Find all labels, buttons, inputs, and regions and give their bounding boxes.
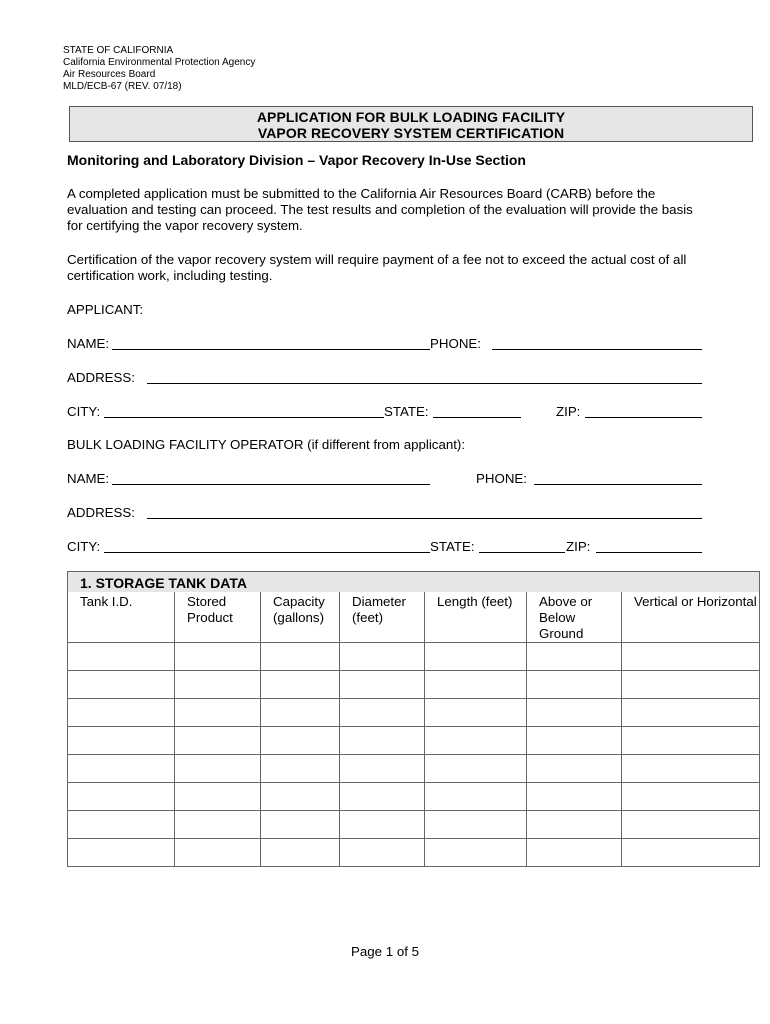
table-row	[68, 811, 760, 839]
table-cell-input[interactable]	[261, 811, 340, 839]
table-cell-input[interactable]	[175, 755, 261, 783]
column-header-diameter: Diameter (feet)	[340, 592, 425, 643]
intro-paragraph: A completed application must be submitted to the California Air Resources Board (CARB) before the evaluation and testing can proceed. The test results and completion of the evaluation will provide the basis for certifying the vapor recovery system.	[67, 186, 693, 233]
table-cell-input[interactable]	[527, 755, 622, 783]
operator-state-label: STATE:	[430, 539, 475, 554]
storage-tank-table	[67, 571, 760, 867]
table-cell-input[interactable]	[527, 727, 622, 755]
applicant-phone-field[interactable]	[492, 349, 702, 350]
table-cell-input[interactable]	[68, 699, 175, 727]
table-cell-input[interactable]	[622, 671, 760, 699]
table-cell-input[interactable]	[527, 811, 622, 839]
column-header-orientation: Vertical or Horizontal	[622, 592, 760, 643]
table-cell-input[interactable]	[622, 699, 760, 727]
table-cell-input[interactable]	[622, 783, 760, 811]
title-box	[69, 106, 753, 142]
table-cell-input[interactable]	[527, 671, 622, 699]
operator-heading: BULK LOADING FACILITY OPERATOR (if different from applicant):	[67, 437, 466, 452]
table-cell-input[interactable]	[261, 839, 340, 867]
table-row	[68, 783, 760, 811]
table-row	[68, 755, 760, 783]
operator-name-label: NAME:	[67, 471, 110, 486]
table-cell-input[interactable]	[527, 783, 622, 811]
fee-paragraph: Certification of the vapor recovery system will require payment of a fee not to exceed the actual cost of all certification work, including testing.	[67, 252, 687, 283]
table-cell-input[interactable]	[68, 671, 175, 699]
applicant-name-field[interactable]	[112, 349, 430, 350]
applicant-address-label: ADDRESS:	[67, 370, 135, 385]
applicant-city-label: CITY:	[67, 404, 101, 419]
column-header-stored-product: Stored Product	[175, 592, 261, 643]
table-cell-input[interactable]	[340, 839, 425, 867]
table-cell-input[interactable]	[622, 839, 760, 867]
applicant-zip-field[interactable]	[585, 417, 702, 418]
table-cell-input[interactable]	[68, 727, 175, 755]
table-cell-input[interactable]	[68, 839, 175, 867]
applicant-heading: APPLICANT:	[67, 302, 144, 317]
operator-zip-label: ZIP:	[566, 539, 591, 554]
operator-name-field[interactable]	[112, 484, 430, 485]
table-cell-input[interactable]	[622, 755, 760, 783]
table-cell-input[interactable]	[340, 699, 425, 727]
table-cell-input[interactable]	[527, 839, 622, 867]
column-header-tank-id: Tank I.D.	[68, 592, 175, 643]
table-row	[68, 643, 760, 671]
division-subheading: Monitoring and Laboratory Division – Vapor Recovery In-Use Section	[67, 152, 526, 168]
table-cell-input[interactable]	[340, 643, 425, 671]
table-cell-input[interactable]	[175, 839, 261, 867]
table-cell-input[interactable]	[340, 811, 425, 839]
agency-epa: California Environmental Protection Agency	[63, 57, 256, 68]
applicant-state-label: STATE:	[384, 404, 429, 419]
table-cell-input[interactable]	[68, 755, 175, 783]
table-cell-input[interactable]	[425, 643, 527, 671]
table-cell-input[interactable]	[425, 839, 527, 867]
applicant-city-field[interactable]	[104, 417, 384, 418]
operator-phone-label: PHONE:	[476, 471, 527, 486]
table-cell-input[interactable]	[340, 671, 425, 699]
applicant-name-label: NAME:	[67, 336, 110, 351]
table-cell-input[interactable]	[261, 783, 340, 811]
table-cell-input[interactable]	[175, 811, 261, 839]
applicant-address-field[interactable]	[147, 383, 702, 384]
table-cell-input[interactable]	[261, 727, 340, 755]
operator-phone-field[interactable]	[534, 484, 702, 485]
table-cell-input[interactable]	[622, 811, 760, 839]
table-cell-input[interactable]	[425, 811, 527, 839]
agency-arb: Air Resources Board	[63, 69, 156, 80]
applicant-phone-label: PHONE:	[430, 336, 481, 351]
operator-address-label: ADDRESS:	[67, 505, 135, 520]
operator-city-field[interactable]	[104, 552, 430, 553]
form-number: MLD/ECB-67 (REV. 07/18)	[63, 81, 182, 92]
table-cell-input[interactable]	[68, 643, 175, 671]
operator-city-label: CITY:	[67, 539, 101, 554]
table-cell-input[interactable]	[425, 727, 527, 755]
column-header-capacity: Capacity (gallons)	[261, 592, 340, 643]
column-header-length: Length (feet)	[425, 592, 527, 643]
table-cell-input[interactable]	[340, 755, 425, 783]
table-cell-input[interactable]	[175, 727, 261, 755]
table-cell-input[interactable]	[175, 783, 261, 811]
table-cell-input[interactable]	[261, 643, 340, 671]
agency-state: STATE OF CALIFORNIA	[63, 45, 174, 56]
applicant-state-field[interactable]	[433, 417, 521, 418]
table-cell-input[interactable]	[175, 643, 261, 671]
table-cell-input[interactable]	[175, 671, 261, 699]
table-cell-input[interactable]	[622, 727, 760, 755]
operator-zip-field[interactable]	[596, 552, 702, 553]
table-cell-input[interactable]	[527, 699, 622, 727]
table-cell-input[interactable]	[340, 783, 425, 811]
table-row	[68, 671, 760, 699]
table-cell-input[interactable]	[261, 671, 340, 699]
table-cell-input[interactable]	[175, 699, 261, 727]
applicant-zip-label: ZIP:	[556, 404, 581, 419]
page-number: Page 1 of 5	[350, 944, 420, 959]
operator-address-field[interactable]	[147, 518, 702, 519]
table-cell-input[interactable]	[622, 643, 760, 671]
operator-state-field[interactable]	[479, 552, 565, 553]
table-cell-input[interactable]	[425, 755, 527, 783]
table-row	[68, 699, 760, 727]
column-header-above-below: Above or Below Ground	[527, 592, 622, 643]
table-cell-input[interactable]	[425, 699, 527, 727]
table-cell-input[interactable]	[261, 699, 340, 727]
table-cell-input[interactable]	[425, 671, 527, 699]
table-cell-input[interactable]	[425, 783, 527, 811]
table-cell-input[interactable]	[527, 643, 622, 671]
title-line-1: APPLICATION FOR BULK LOADING FACILITY	[256, 109, 566, 125]
table-cell-input[interactable]	[340, 727, 425, 755]
table-cell-input[interactable]	[68, 783, 175, 811]
title-line-2: VAPOR RECOVERY SYSTEM CERTIFICATION	[257, 125, 565, 141]
table-cell-input[interactable]	[261, 755, 340, 783]
storage-tank-section-title: 1. STORAGE TANK DATA	[68, 572, 760, 593]
table-row	[68, 839, 760, 867]
table-cell-input[interactable]	[68, 811, 175, 839]
table-row	[68, 727, 760, 755]
